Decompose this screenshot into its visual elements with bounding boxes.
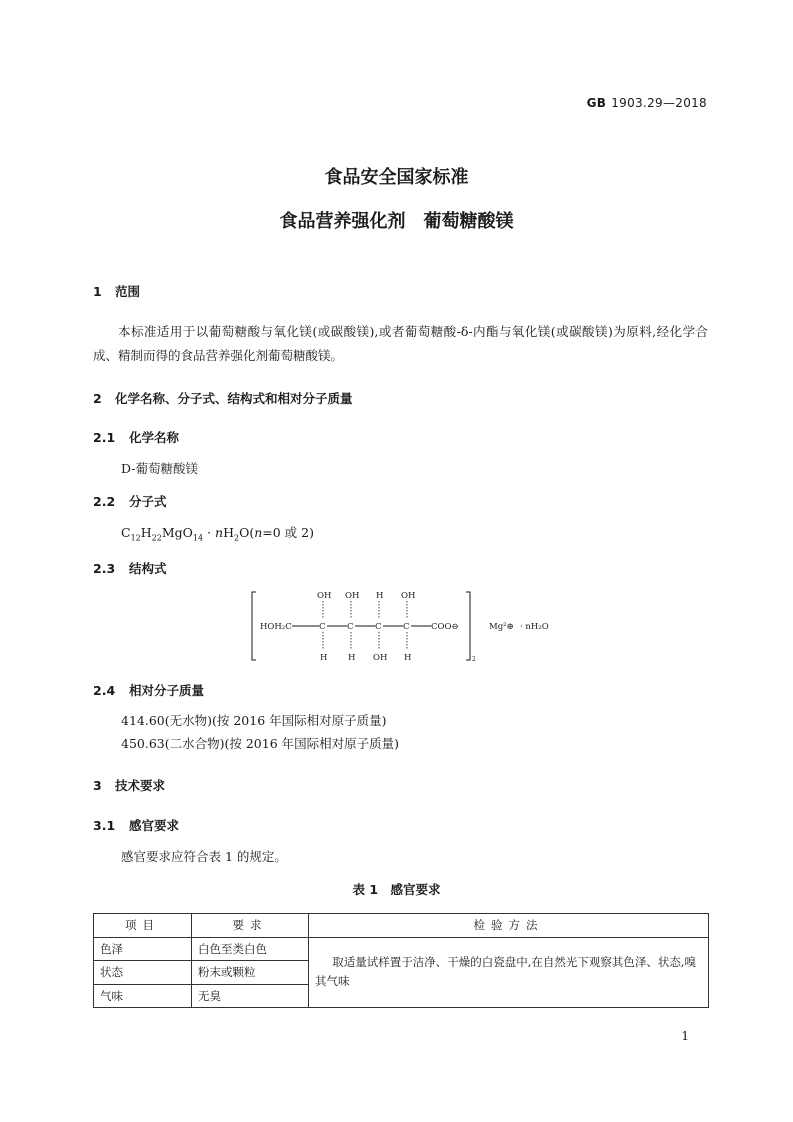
struct-c2: C (347, 622, 354, 632)
struct-top-label: OH (401, 591, 416, 601)
struct-bottom-label: H (320, 653, 328, 663)
struct-c4: C (403, 622, 410, 632)
sensory-requirements-table (93, 913, 709, 1008)
method-cell: 取适量试样置于洁净、干燥的白瓷盘中,在自然光下观察其色泽、状态,嗅其气味 (309, 937, 709, 1008)
struct-subscript: 2 (472, 656, 476, 663)
section-3-heading: 3 技术要求 (93, 778, 166, 793)
page-number: 1 (681, 1029, 689, 1043)
document-title: 食品安全国家标准 (324, 167, 469, 188)
header-requirement: 要求 (192, 914, 309, 938)
table-caption: 表 1 感官要求 (352, 882, 441, 897)
table-header-row (94, 914, 709, 938)
table-row (94, 937, 709, 961)
struct-bottom-label: OH (373, 653, 388, 663)
section-1-text: 本标准适用于以葡萄糖酸与氧化镁(或碳酸镁),或者葡萄糖酸-δ-内酯与氧化镁(或碳酸镁)为原料,经化学合成、精制而得的食品营养强化剂葡萄糖酸镁。 (93, 324, 708, 363)
mass-anhydrous: 414.60(无水物)(按 2016 年国际相对原子质量) (121, 713, 387, 728)
section-2-heading: 2 化学名称、分子式、结构式和相对分子质量 (93, 391, 353, 406)
struct-c3: C (375, 622, 382, 632)
section-2-4-heading: 2.4 相对分子质量 (93, 683, 205, 698)
row-requirement: 无臭 (192, 984, 309, 1008)
struct-top-label: OH (345, 591, 360, 601)
struct-top-label: H (376, 591, 384, 601)
section-2-2-heading: 2.2 分子式 (93, 494, 167, 509)
structural-formula (250, 588, 570, 664)
header-item: 项目 (94, 914, 192, 938)
molecular-formula: $C_{12}H_{22}MgO_{14} \cdot nH_2O(n=0$ 或 2) (121, 525, 314, 543)
struct-hydrate: · nH₂O (520, 622, 549, 632)
row-item: 气味 (94, 984, 192, 1008)
struct-bottom-label: H (348, 653, 356, 663)
struct-coo: COO⊖ (431, 622, 459, 632)
struct-top-label: OH (317, 591, 332, 601)
section-2-3-heading: 2.3 结构式 (93, 561, 167, 576)
row-requirement: 粉末或颗粒 (192, 961, 309, 985)
struct-hoh2c: HOH₂C (260, 622, 292, 632)
section-3-1-heading: 3.1 感官要求 (93, 818, 180, 833)
document-subtitle: 食品营养强化剂 葡萄糖酸镁 (279, 211, 514, 232)
standard-number: GB 1903.29—2018 (586, 96, 707, 110)
header-method: 检验方法 (309, 914, 709, 938)
row-item: 状态 (94, 961, 192, 985)
row-item: 色泽 (94, 937, 192, 961)
struct-c1: C (319, 622, 326, 632)
mass-dihydrate: 450.63(二水合物)(按 2016 年国际相对原子质量) (121, 736, 400, 751)
struct-bottom-label: H (404, 653, 412, 663)
section-2-1-heading: 2.1 化学名称 (93, 430, 180, 445)
chemical-name: D-葡萄糖酸镁 (121, 461, 198, 476)
section-3-1-text: 感官要求应符合表 1 的规定。 (121, 849, 287, 864)
section-1-heading: 1 范围 (93, 284, 141, 299)
row-requirement: 白色至类白色 (192, 937, 309, 961)
struct-counterion: Mg²⊕ (489, 622, 514, 632)
